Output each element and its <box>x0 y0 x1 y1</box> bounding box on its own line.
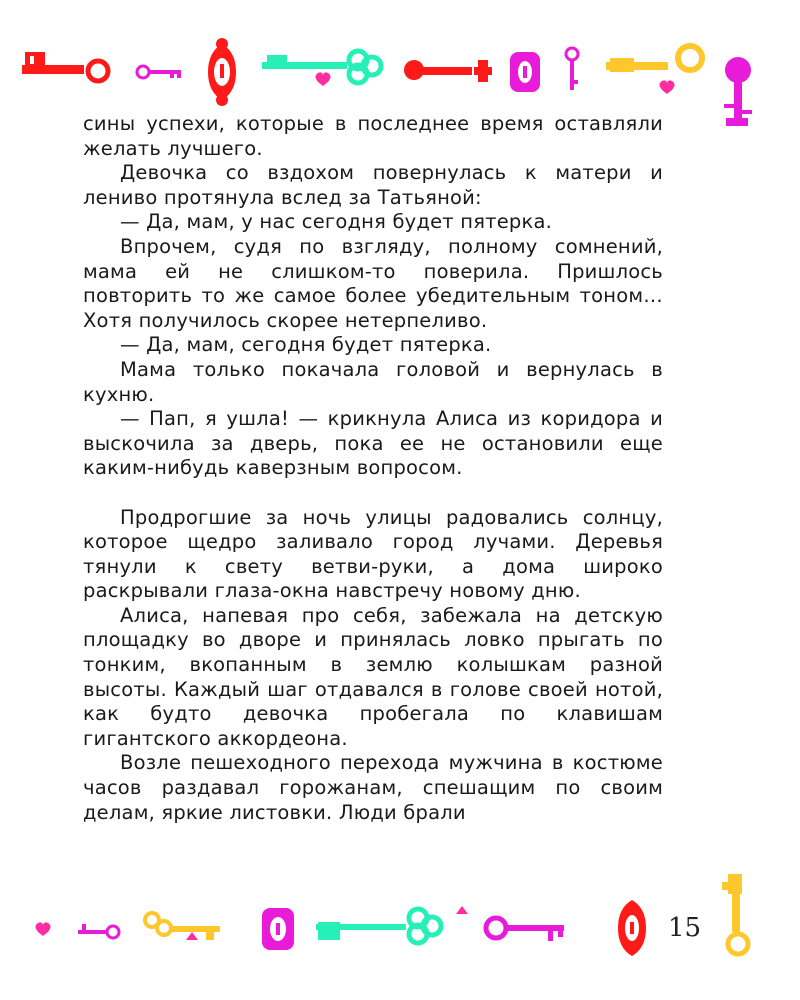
paragraph: Впрочем, судя по взгляду, полному сомнений, мама ей не слишком-то поверила. Пришлось повторить то же самое более убедительным тоном… Хотя получилось скорее нетерпеливо. <box>83 234 663 332</box>
heart-icon <box>316 72 331 86</box>
keyhole-icon <box>208 38 236 106</box>
body-text <box>83 112 663 825</box>
key-icon <box>316 909 441 943</box>
key-icon <box>722 874 748 954</box>
keyhole-icon <box>618 900 646 956</box>
key-icon <box>724 57 752 126</box>
key-icon <box>486 918 564 941</box>
paragraph: сины успехи, которые в последнее время оставляли желать лучшего. <box>83 112 663 160</box>
paragraph: Мама только покачала головой и вернулась в кухню. <box>83 357 663 406</box>
paragraph: Продрогшие за ночь улицы радовались солнцу, которое щедро заливало город лучами. Деревья тянули к свету ветви-руки, а дома широко раскрывали глаза-окна навстречу новому дню. <box>83 505 663 603</box>
paragraph: — Да, мам, сегодня будет пятерка. <box>120 333 492 357</box>
key-icon <box>78 924 119 938</box>
page-number: 15 <box>668 913 702 943</box>
keyhole-icon <box>510 52 540 92</box>
heart-icon <box>36 922 51 936</box>
heart-icon <box>660 80 675 94</box>
paragraph: — Да, мам, у нас сегодня будет пятерка. <box>120 210 553 234</box>
paragraph: Девочка со вздохом повернулась к матери и лениво протянула вслед за Татьяной: <box>83 161 663 209</box>
paragraph: Возле пешеходного перехода мужчина в костюме часов раздавал горожанам, спешащим по своим делам, яркие листовки. Люди брали <box>83 751 663 824</box>
key-icon <box>566 48 578 90</box>
key-icon <box>22 52 108 81</box>
paragraph: — Пап, я ушла! — крикнула Алиса из коридора и выскочила за дверь, пока ее не остановили еще каким-нибудь каверзным вопросом. <box>83 407 663 480</box>
heart-icon <box>456 906 468 914</box>
key-icon <box>145 913 220 940</box>
key-icon <box>262 51 381 83</box>
key-icon <box>404 60 492 82</box>
key-icon <box>137 66 181 78</box>
paragraph: Алиса, напевая про себя, забежала на детскую площадку во дворе и принялась ловко прыгать по тонким, вкопанным в землю колышкам разной высоты. Каждый шаг отдавался в голове своей нотой, как будто девочка пробегала по клавишам гигантского аккордеона. <box>83 603 663 750</box>
key-icon <box>606 46 702 72</box>
heart-icon <box>186 932 198 940</box>
keyhole-icon <box>262 908 294 950</box>
